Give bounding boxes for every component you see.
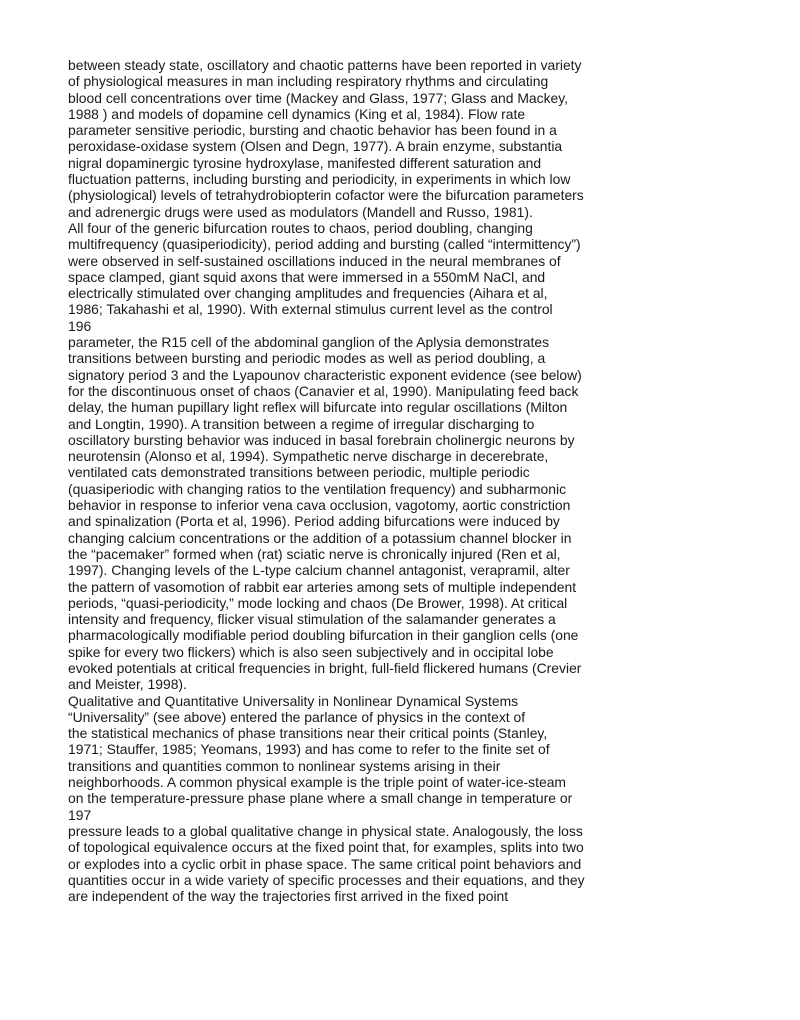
text-line: on the temperature-pressure phase plane where a small change in temperature or (68, 790, 573, 807)
text-line: spike for every two flickers) which is also seen subjectively and in occipital lobe (68, 643, 554, 660)
text-line: or explodes into a cyclic orbit in phase space. The same critical point behaviors and (68, 855, 582, 872)
text-line: periods, “quasi-periodicity,” mode locking and chaos (De Brower, 1998). At critical (68, 594, 568, 611)
text-line: changing calcium concentrations or the addition of a potassium channel blocker in (68, 529, 572, 546)
text-line: “Universality” (see above) entered the parlance of physics in the context of (68, 708, 526, 725)
text-line: of physiological measures in man including respiratory rhythms and circulating (68, 73, 549, 90)
text-line: oscillatory bursting behavior was induced in basal forebrain cholinergic neurons by (68, 431, 575, 448)
text-line: signatory period 3 and the Lyapounov characteristic exponent evidence (see below) (68, 366, 582, 383)
text-line: (quasiperiodic with changing ratios to the ventilation frequency) and subharmonic (68, 480, 567, 497)
text-line: transitions and quantities common to nonlinear systems arising in their (68, 757, 501, 774)
text-line: the “pacemaker” formed when (rat) sciatic nerve is chronically injured (Ren et al, (68, 545, 561, 562)
text-line: between steady state, oscillatory and chaotic patterns have been reported in variety (68, 57, 582, 73)
text-line: ventilated cats demonstrated transitions between periodic, multiple periodic (68, 464, 530, 481)
text-line: and Meister, 1998). (68, 676, 187, 693)
text-line: neighborhoods. A common physical example is the triple point of water-ice-steam (68, 774, 567, 791)
text-line: pressure leads to a global qualitative change in physical state. Analogously, the loss (68, 822, 583, 839)
text-line: 1971; Stauffer, 1985; Yeomans, 1993) and has come to refer to the finite set of (68, 741, 550, 758)
page-number: 197 (68, 806, 92, 823)
text-line: nigral dopaminergic tyrosine hydroxylase, manifested different saturation and (68, 154, 542, 171)
text-line: pharmacologically modifiable period doubling bifurcation in their ganglion cells (one (68, 627, 579, 644)
text-line: the statistical mechanics of phase transitions near their critical points (Stanley, (68, 725, 548, 742)
text-line: neurotensin (Alonso et al, 1994). Sympathetic nerve discharge in decerebrate, (68, 448, 549, 465)
text-line: parameter, the R15 cell of the abdominal ganglion of the Aplysia demonstrates (68, 334, 550, 351)
text-line: for the discontinuous onset of chaos (Canavier et al, 1990). Manipulating feed back (68, 382, 579, 399)
text-line: fluctuation patterns, including bursting and periodicity, in experiments in which low (68, 171, 571, 188)
document-page (68, 57, 648, 904)
section-heading: Qualitative and Quantitative Universality in Nonlinear Dynamical Systems (68, 692, 519, 709)
text-line: 1997). Changing levels of the L-type calcium channel antagonist, verapramil, alter (68, 562, 570, 579)
text-line: were observed in self-sustained oscillations induced in the neural membranes of (68, 252, 561, 269)
page-number: 196 (68, 317, 92, 334)
text-line: parameter sensitive periodic, bursting and chaotic behavior has been found in a (68, 122, 557, 139)
text-line: 1986; Takahashi et al, 1990). With external stimulus current level as the control (68, 301, 553, 318)
text-line: transitions between bursting and periodic modes as well as period doubling, a (68, 350, 546, 367)
text-line: the pattern of vasomotion of rabbit ear arteries among sets of multiple independent (68, 578, 577, 595)
text-line: intensity and frequency, flicker visual stimulation of the salamander generates a (68, 611, 556, 628)
text-line: are independent of the way the trajectories first arrived in the fixed point (68, 888, 509, 905)
text-line: blood cell concentrations over time (Mackey and Glass, 1977; Glass and Mackey, (68, 89, 569, 106)
text-line: and spinalization (Porta et al, 1996). Period adding bifurcations were induced by (68, 513, 560, 530)
text-line: and adrenergic drugs were used as modulators (Mandell and Russo, 1981). (68, 203, 533, 220)
text-line: evoked potentials at critical frequencies in bright, full-field flickered humans (Crevier (68, 659, 582, 676)
text-line: delay, the human pupillary light reflex will bifurcate into regular oscillations (Milton (68, 399, 568, 416)
text-line: behavior in response to inferior vena cava occlusion, vagotomy, aortic constriction (68, 497, 571, 514)
text-line: quantities occur in a wide variety of specific processes and their equations, and they (68, 871, 585, 888)
text-line: space clamped, giant squid axons that were immersed in a 550mM NaCl, and (68, 268, 546, 285)
text-line: peroxidase-oxidase system (Olsen and Degn, 1977). A brain enzyme, substantia (68, 138, 563, 155)
text-line: electrically stimulated over changing amplitudes and frequencies (Aihara et al, (68, 285, 548, 302)
text-line: 1988 ) and models of dopamine cell dynamics (King et al, 1984). Flow rate (68, 105, 526, 122)
text-line: of topological equivalence occurs at the fixed point that, for examples, splits into two (68, 839, 584, 856)
text-line: (physiological) levels of tetrahydrobiopterin cofactor were the bifurcation parameters (68, 187, 584, 204)
text-line: All four of the generic bifurcation routes to chaos, period doubling, changing (68, 219, 533, 236)
text-line: and Longtin, 1990). A transition between a regime of irregular discharging to (68, 415, 535, 432)
text-line: multifrequency (quasiperiodicity), period adding and bursting (called “intermittency”) (68, 236, 581, 253)
